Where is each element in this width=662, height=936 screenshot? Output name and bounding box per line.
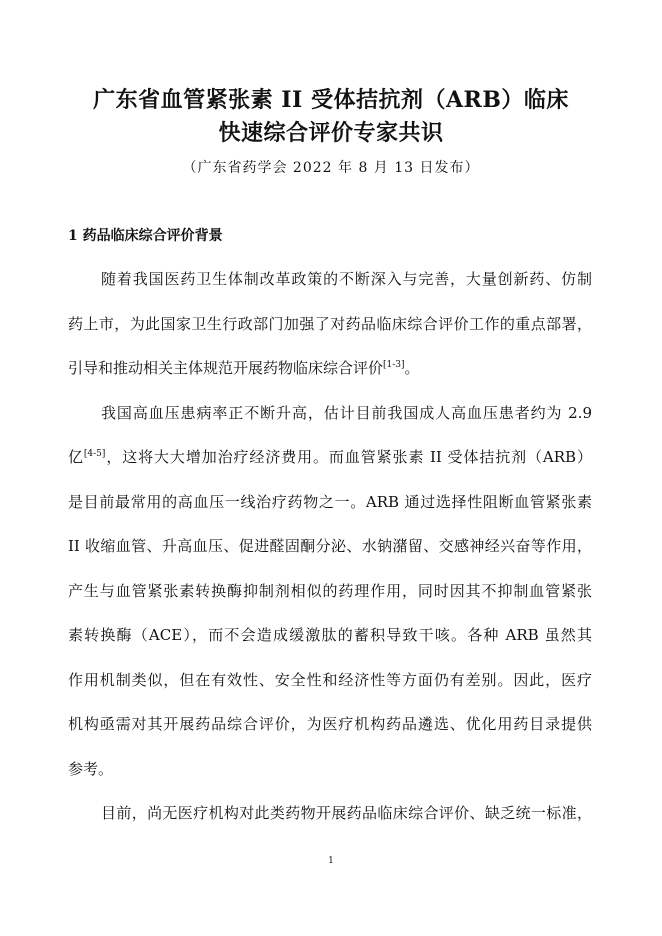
paragraph1-line3-text: 引导和推动相关主体规范开展药物临床综合评价 (68, 359, 384, 377)
section-heading: 1 药品临床综合评价背景 (68, 228, 223, 244)
paragraph2-line8: 机构亟需对其开展药品综合评价，为医疗机构药品遴选、优化用药目录提供 (68, 715, 592, 733)
paragraph2-line3: 是目前最常用的高血压一线治疗药物之一。ARB 通过选择性阻断血管紧张素 (68, 493, 592, 511)
paragraph1-line2: 药上市，为此国家卫生行政部门加强了对药品临床综合评价工作的重点部署， (68, 315, 592, 333)
paragraph2-line1: 我国高血压患病率正不断升高，估计目前我国成人高血压患者约为 2.9 (101, 404, 592, 422)
document-title-line1: 广东省血管紧张素 II 受体拮抗剂（ARB）临床 (93, 87, 569, 113)
paragraph3-line1: 目前，尚无医疗机构对此类药物开展药品临床综合评价、缺乏统一标准， (101, 804, 592, 822)
paragraph2-line5: 产生与血管紧张素转换酶抑制剂相似的药理作用，同时因其不抑制血管紧张 (68, 582, 592, 600)
document-subtitle: （广东省药学会 2022 年 8 月 13 日发布） (182, 160, 480, 176)
page-number: 1 (328, 856, 334, 866)
paragraph1-line3 (68, 357, 592, 379)
paragraph2-line2-start: 亿 (68, 448, 84, 466)
paragraph2-line2 (68, 446, 592, 468)
paragraph1-line3-end: 。 (404, 359, 420, 377)
citation-ref-1-3: [1-3] (383, 360, 405, 370)
paragraph2-line2-text: ，这将大大增加治疗经济费用。而血管紧张素 II 受体拮抗剂（ARB） (105, 448, 592, 466)
paragraph2-line9: 参考。 (68, 760, 114, 778)
paragraph2-line4: II 收缩血管、升高血压、促进醛固酮分泌、水钠潴留、交感神经兴奋等作用， (68, 537, 592, 555)
paragraph1-line1: 随着我国医药卫生体制改革政策的不断深入与完善，大量创新药、仿制 (101, 270, 592, 288)
document-title-line2: 快速综合评价专家共识 (218, 120, 444, 146)
paragraph2-line7: 作用机制类似，但在有效性、安全性和经济性等方面仍有差别。因此，医疗 (68, 671, 592, 689)
citation-ref-4-5: [4-5] (83, 449, 106, 459)
paragraph2-line6: 素转换酶（ACE），而不会造成缓激肽的蓄积导致干咳。各种 ARB 虽然其 (68, 626, 592, 644)
